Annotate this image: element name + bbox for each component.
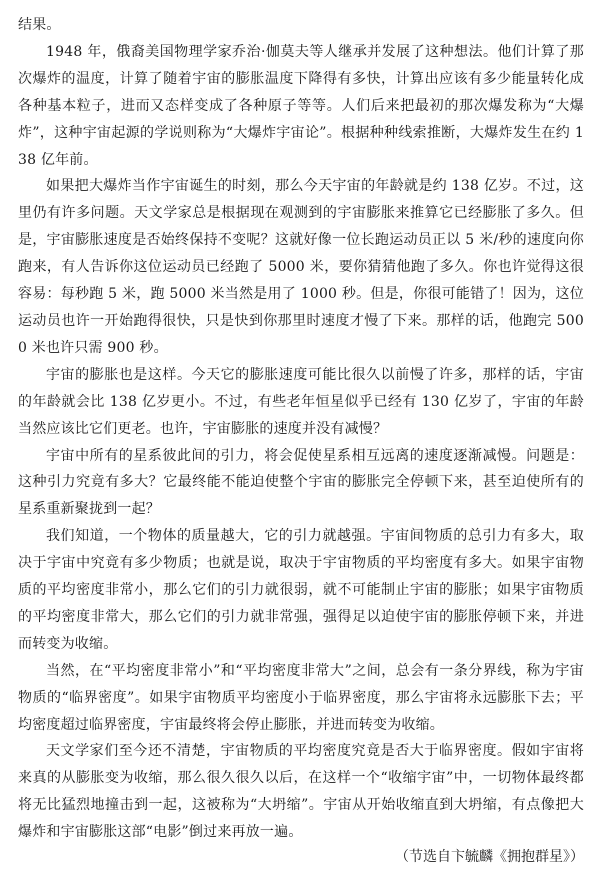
article-body: [18, 12, 584, 846]
source-citation: （节选自卞毓麟《拥抱群星》）: [395, 849, 584, 865]
paragraph-6: 我们知道，一个物体的质量越大，它的引力就越强。宇宙间物质的总引力有多大，取决于宇宙中究竟有多少物质；也就是说，取决于宇宙物质的平均密度有多大。如果宇宙物质的平均密度非常小，那么它们的引力就很弱，就不可能制止宇宙的膨胀；如果宇宙物质的平均密度非常大，那么它们的引力就非常强，强得足以迫使宇宙的膨胀停顿下来，并进而转变为收缩。: [18, 528, 584, 652]
paragraph-2: 1948 年，俄裔美国物理学家乔治·伽莫夫等人继承并发展了这种想法。他们计算了那次爆炸的温度，计算了随着宇宙的膨胀温度下降得有多快，计算出应该有多少能量转化成各种基本粒子，进而又态样变成了各种原子等等。人们后来把最初的那次爆发称为“大爆炸”，这种宇宙起源的学说则称为“大爆炸宇宙论”。根据种种线索推断，大爆炸发生在约 138 亿年前。: [18, 43, 584, 168]
paragraph-5: 宇宙中所有的星系彼此间的引力，将会促使星系相互远离的速度逐渐减慢。问题是：这种引力究竟有多大？它最终能不能迫使整个宇宙的膨胀完全停顿下来，甚至迫使所有的星系重新聚拢到一起？: [18, 447, 584, 518]
paragraph-7: 当然，在“平均密度非常小”和“平均密度非常大”之间，总会有一条分界线，称为宇宙物质的“临界密度”。如果宇宙物质平均密度小于临界密度，那么宇宙将永远膨胀下去；平均密度超过临界密度，宇宙最终将会停止膨胀，并进而转变为收缩。: [18, 662, 584, 733]
paragraph-4: 宇宙的膨胀也是这样。今天它的膨胀速度可能比很久以前慢了许多，那样的话，宇宙的年龄就会比 138 亿岁更小。不过，有些老年恒星似乎已经有 130 亿岁了，宇宙的年龄当然应该比它们更老。也许，宇宙膨胀的速度并没有减慢？: [18, 366, 584, 437]
paragraph-8: 天文学家们至今还不清楚，宇宙物质的平均密度究竟是否大于临界密度。假如宇宙将来真的从膨胀变为收缩，那么很久很久以后，在这样一个“收缩宇宙”中，一切物体最终都将无比猛烈地撞击到一起，这被称为“大坍缩”。宇宙从开始收缩直到大坍缩，有点像把大爆炸和宇宙膨胀这部“电影”倒过来再放一遍。: [18, 743, 584, 841]
paragraph-3: 如果把大爆炸当作宇宙诞生的时刻，那么今天宇宙的年龄就是约 138 亿岁。不过，这里仍有许多问题。天文学家总是根据现在观测到的宇宙膨胀来推算它已经膨胀了多久。但是，宇宙膨胀速度是否始终保持不变呢？这就好像一位长跑运动员正以 5 米/秒的速度向你跑来，有人告诉你这位运动员已经跑了 5000 米，要你猜猜他跑了多久。你也许觉得这很容易：每秒跑 5 米，跑 5000 米当然是用了 1000 秒。但是，你很可能错了！因为，这位运动员也许一开始跑得很快，只是快到你那里时速度才慢了下来。那样的话，他跑完 5000 米也许只需 900 秒。: [18, 178, 584, 356]
paragraph-1: 结果。: [18, 17, 61, 33]
